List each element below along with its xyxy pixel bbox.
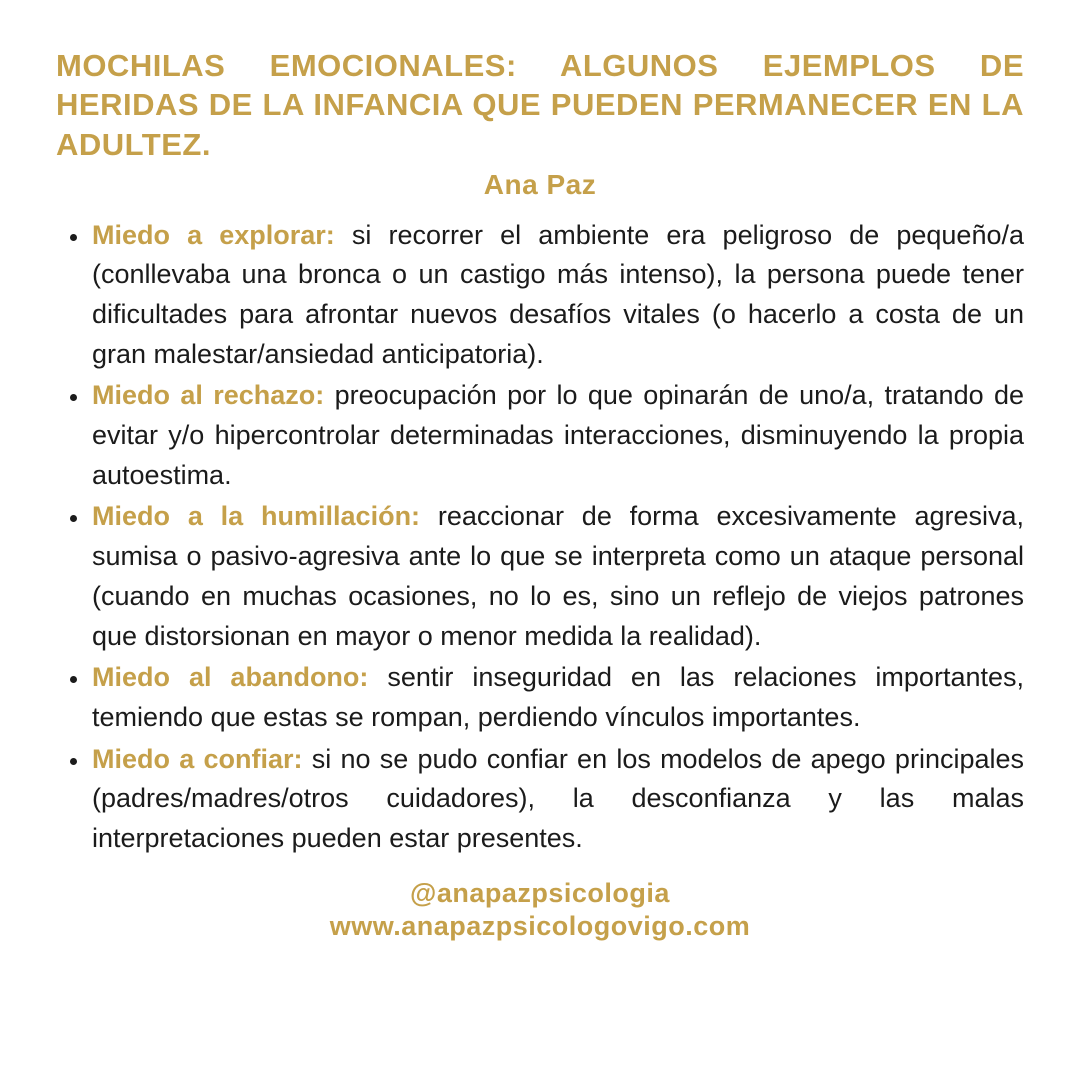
fear-list <box>56 216 1024 861</box>
author-name: Ana Paz <box>483 169 597 201</box>
footer <box>56 877 1024 945</box>
item-lead: Miedo a explorar: <box>92 219 335 250</box>
item-text: sentir inseguridad en las relaciones importantes, temiendo que estas se rompan, perdiendo vínculos importantes. <box>92 662 1024 732</box>
list-item-miedo-a-explorar <box>90 216 1024 375</box>
item-text: reaccionar de forma excesivamente agresiva, sumisa o pasivo-agresiva ante lo que se interpreta como un ataque personal (cuando en muchas ocasiones, no lo es, sino un reflejo de viejos patrones que distorsionan en mayor o menor medida la realidad). <box>92 501 1025 651</box>
list-item-miedo-a-confiar <box>90 740 1024 859</box>
list-item-miedo-al-rechazo <box>90 376 1024 495</box>
page-title: MOCHILAS EMOCIONALES: ALGUNOS EJEMPLOS DE HERIDAS DE LA INFANCIA QUE PUEDEN PERMANECER EN LA ADULTEZ. <box>56 48 1024 162</box>
item-text: preocupación por lo que opinarán de uno/a, tratando de evitar y/o hipercontrolar determinadas interacciones, disminuyendo la propia autoestima. <box>92 380 1024 490</box>
list-item-miedo-a-la-humillacion <box>90 497 1024 656</box>
header <box>56 46 1024 202</box>
instagram-handle: @anapazpsicologia <box>410 877 670 908</box>
list-item-miedo-al-abandono <box>90 658 1024 737</box>
item-text: si recorrer el ambiente era peligroso de pequeño/a (conllevaba una bronca o un castigo más intenso), la persona puede tener dificultades para afrontar nuevos desafíos vitales (o hacerlo a costa de un gran malestar/ansiedad anticipatoria). <box>92 219 1024 369</box>
item-lead: Miedo a la humillación: <box>92 501 421 532</box>
item-lead: Miedo al rechazo: <box>92 380 325 411</box>
item-text: si no se pudo confiar en los modelos de apego principales (padres/madres/otros cuidadores), la desconfianza y las malas interpretaciones pueden estar presentes. <box>92 743 1024 853</box>
website-url: www.anapazpsicologovigo.com <box>329 911 751 942</box>
item-lead: Miedo al abandono: <box>92 662 369 693</box>
item-lead: Miedo a confiar: <box>92 743 303 774</box>
